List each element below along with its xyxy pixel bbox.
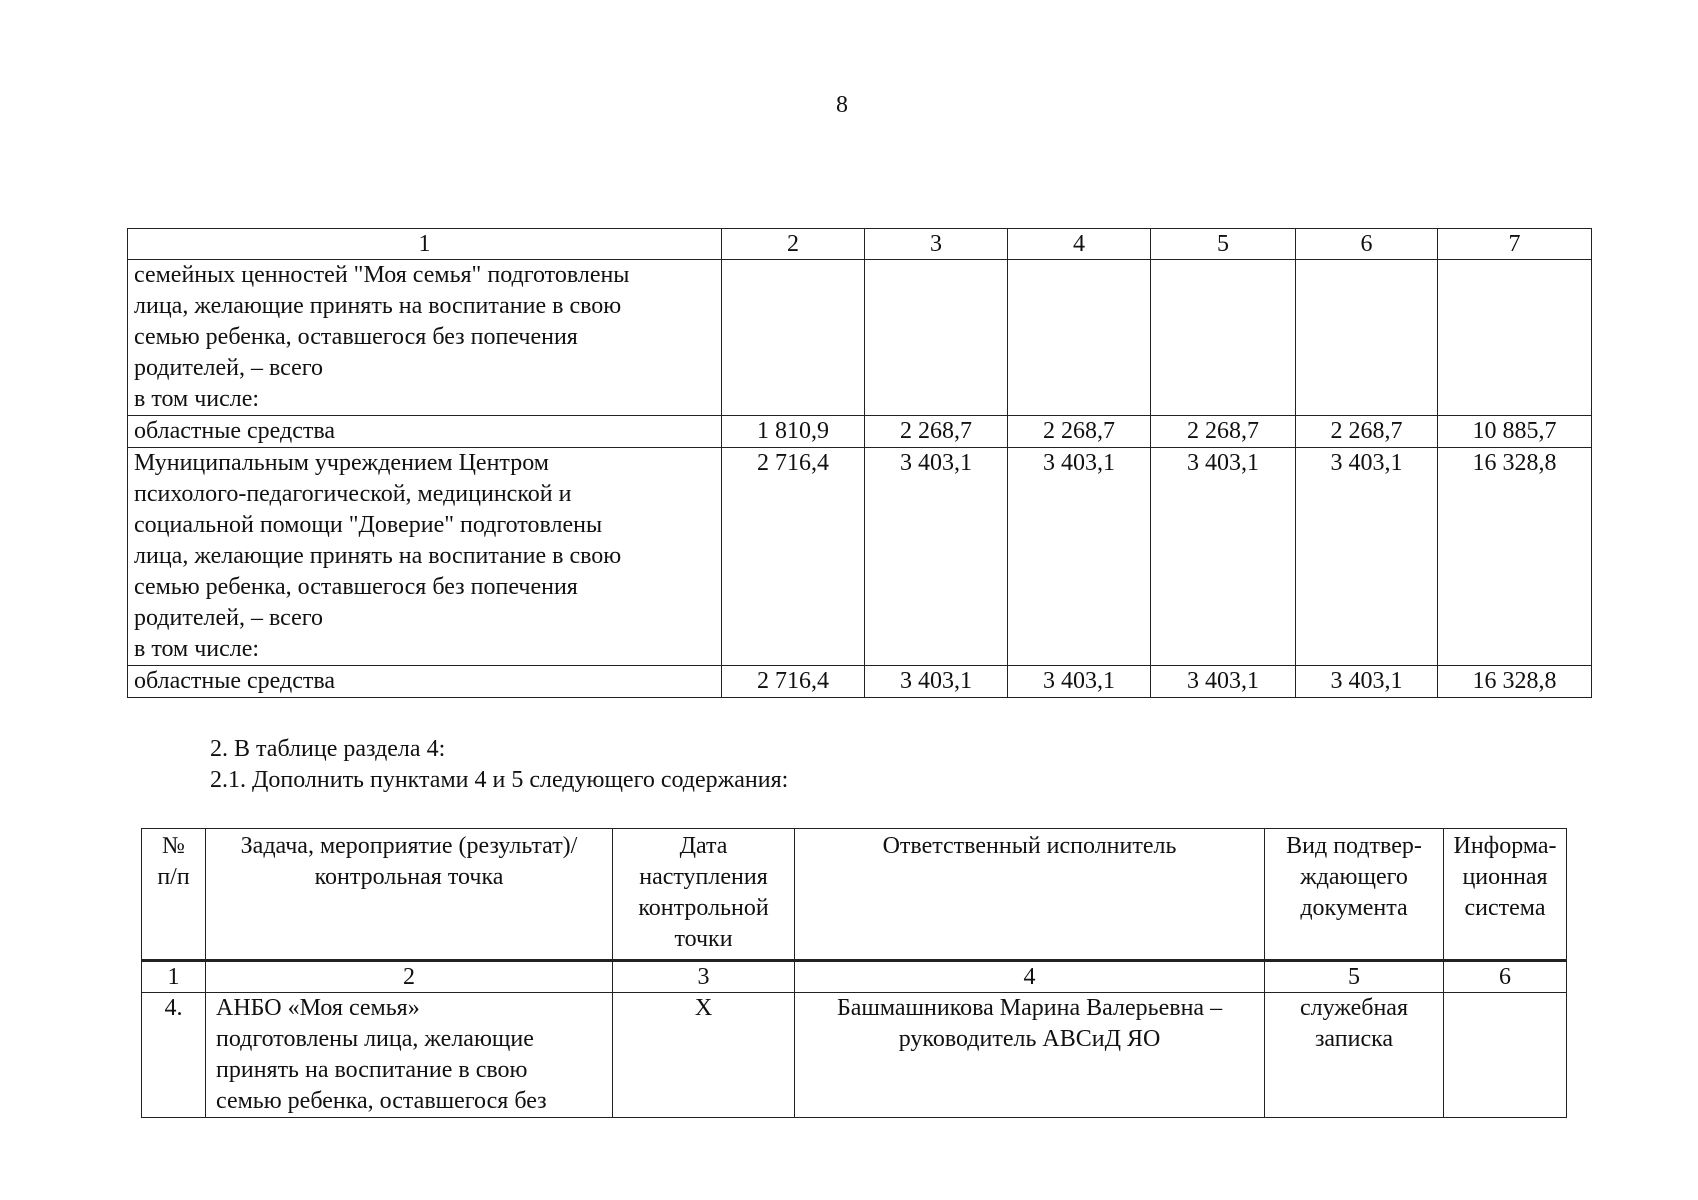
paragraph: 2.1. Дополнить пунктами 4 и 5 следующего содержания:: [210, 767, 789, 793]
row-label: [128, 448, 722, 666]
value-cell: 3 403,1: [865, 448, 1008, 666]
column-index: 4: [1008, 229, 1151, 260]
value-cell: [1151, 260, 1296, 416]
label-line: родителей, – всего: [134, 355, 324, 381]
value-cell: 3 403,1: [1296, 448, 1438, 666]
value-cell: 2 268,7: [865, 416, 1008, 448]
header-executor: Ответственный исполнитель: [795, 829, 1265, 961]
row-label: областные средства: [128, 666, 722, 698]
column-index: 3: [865, 229, 1008, 260]
value-cell: [1296, 260, 1438, 416]
label-line: семью ребенка, оставшегося без попечения: [134, 574, 578, 600]
header-date: Дата наступления контрольной точки: [613, 829, 795, 961]
row-label: областные средства: [128, 416, 722, 448]
table-row: [128, 416, 1592, 448]
label-line: лица, желающие принять на воспитание в свою: [134, 293, 622, 319]
value-cell: 3 403,1: [1151, 666, 1296, 698]
column-index: 6: [1296, 229, 1438, 260]
executor-cell: Башмашникова Марина Валерьевна – руководитель АВСиД ЯО: [795, 993, 1265, 1118]
row-label: [128, 260, 722, 416]
table-header-row: [142, 829, 1567, 961]
value-cell: 1 810,9: [722, 416, 865, 448]
value-cell: 3 403,1: [1151, 448, 1296, 666]
value-cell: 2 716,4: [722, 666, 865, 698]
table-row: [142, 993, 1567, 1118]
header-document: Вид подтвер- ждающего документа: [1265, 829, 1444, 961]
header-number: № п/п: [142, 829, 206, 961]
column-index: 6: [1444, 961, 1567, 993]
column-index: 7: [1438, 229, 1592, 260]
value-cell: [722, 260, 865, 416]
value-cell: 2 268,7: [1008, 416, 1151, 448]
value-cell: 2 268,7: [1296, 416, 1438, 448]
column-index: 1: [128, 229, 722, 260]
value-cell: 3 403,1: [1296, 666, 1438, 698]
table-row: [128, 666, 1592, 698]
column-index: 4: [795, 961, 1265, 993]
column-index: 2: [722, 229, 865, 260]
label-line: семейных ценностей "Моя семья" подготовлены: [134, 262, 630, 288]
value-cell: 2 716,4: [722, 448, 865, 666]
paragraph: 2. В таблице раздела 4:: [210, 736, 446, 762]
label-line: в том числе:: [134, 636, 260, 662]
task-cell: АНБО «Моя семья» подготовлены лица, желающие принять на воспитание в свою семью ребенка, оставшегося без: [206, 993, 613, 1118]
table-row: [128, 260, 1592, 416]
value-cell: [1438, 260, 1592, 416]
system-cell: [1444, 993, 1567, 1118]
value-cell: 10 885,7: [1438, 416, 1592, 448]
document-cell: служебная записка: [1265, 993, 1444, 1118]
column-index: 5: [1265, 961, 1444, 993]
value-cell: 2 268,7: [1151, 416, 1296, 448]
value-cell: 3 403,1: [1008, 448, 1151, 666]
date-cell: Х: [613, 993, 795, 1118]
value-cell: 16 328,8: [1438, 666, 1592, 698]
column-index: 1: [142, 961, 206, 993]
value-cell: [1008, 260, 1151, 416]
row-number: 4.: [142, 993, 206, 1118]
label-line: Муниципальным учреждением Центром: [134, 450, 549, 476]
page-number: 8: [836, 92, 848, 118]
table-header-row: [128, 229, 1592, 260]
header-task: Задача, мероприятие (результат)/ контрольная точка: [206, 829, 613, 961]
table-index-row: [142, 961, 1567, 993]
value-cell: 16 328,8: [1438, 448, 1592, 666]
column-index: 5: [1151, 229, 1296, 260]
value-cell: 3 403,1: [1008, 666, 1151, 698]
column-index: 2: [206, 961, 613, 993]
label-line: семью ребенка, оставшегося без попечения: [134, 324, 578, 350]
label-line: социальной помощи "Доверие" подготовлены: [134, 512, 603, 538]
funding-table: [127, 228, 1592, 698]
label-line: родителей, – всего: [134, 605, 324, 631]
table-row: [128, 448, 1592, 666]
label-line: психолого-педагогической, медицинской и: [134, 481, 572, 507]
label-line: лица, желающие принять на воспитание в свою: [134, 543, 622, 569]
value-cell: 3 403,1: [865, 666, 1008, 698]
header-system: Информа- ционная система: [1444, 829, 1567, 961]
label-line: в том числе:: [134, 386, 260, 412]
control-points-table: [141, 828, 1567, 1118]
column-index: 3: [613, 961, 795, 993]
value-cell: [865, 260, 1008, 416]
